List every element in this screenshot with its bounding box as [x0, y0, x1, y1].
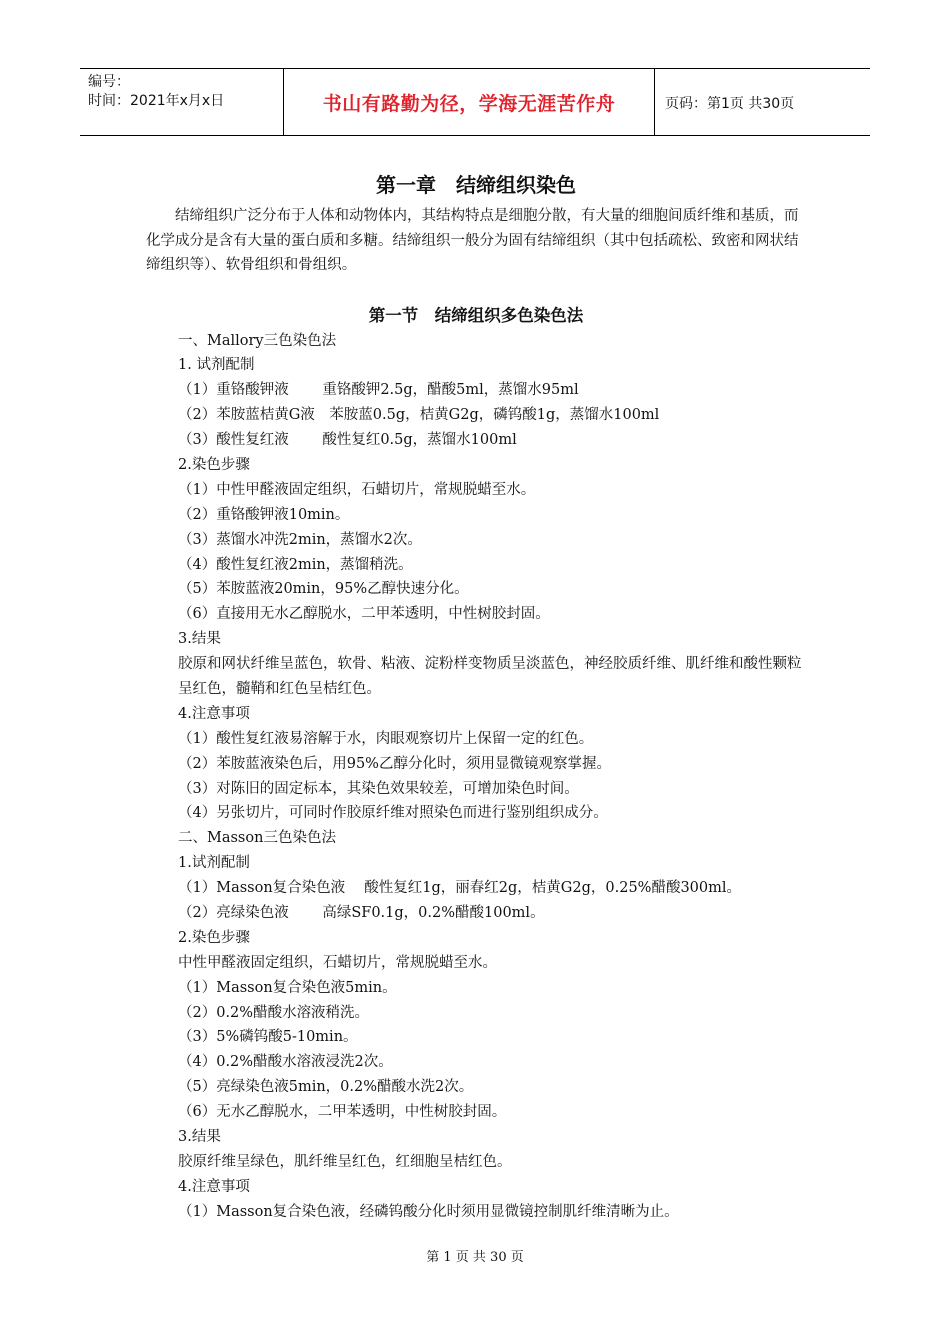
chapter-title: 第一章 结缔组织染色 [376, 173, 576, 197]
date-label: 时间：2021年x月x日 [88, 93, 225, 109]
text-line: 4.注意事项 [178, 705, 250, 722]
text-line: （2）0.2%醋酸水溶液稍洗。 [178, 1004, 370, 1021]
document-body [146, 170, 806, 1225]
text-line: （4）0.2%醋酸水溶液浸洗2次。 [178, 1054, 393, 1071]
text-line: 中性甲醛液固定组织，石蜡切片，常规脱蜡至水。 [178, 954, 497, 971]
text-line: （2）重铬酸钾液10min。 [178, 506, 350, 523]
text-line: 胶原纤维呈绿色，肌纤维呈红色，红细胞呈桔红色。 [178, 1153, 512, 1170]
text-line: （4）酸性复红液2min，蒸馏稍洗。 [178, 556, 413, 573]
header-meta [80, 69, 283, 136]
text-line: 2.染色步骤 [178, 929, 250, 946]
number-label: 编号： [88, 74, 130, 90]
text-line: （3）5%磷钨酸5-10min。 [178, 1029, 358, 1046]
text-line: （6）无水乙醇脱水，二甲苯透明，中性树胶封固。 [178, 1104, 507, 1121]
result-paragraph: 胶原和网状纤维呈蓝色，软骨、粘液、淀粉样变物质呈淡蓝色，神经胶质纤维、肌纤维和酸性颗粒呈红色，髓鞘和红色呈桔红色。 [178, 656, 802, 697]
page-footer: 第 1 页 共 30 页 [426, 1250, 524, 1265]
text-line: （5）亮绿染色液5min，0.2%醋酸水洗2次。 [178, 1079, 474, 1096]
text-line: 一、Mallory三色染色法 [178, 332, 337, 349]
header-page-info: 页码：第1页 共30页 [665, 95, 795, 112]
intro-paragraph: 结缔组织广泛分布于人体和动物体内，其结构特点是细胞分散，有大量的细胞间质纤维和基质，而化学成分是含有大量的蛋白质和多糖。结缔组织一般分为固有结缔组织（其中包括疏松、致密和网状结缔组织等）、软骨组织和骨组织。 [146, 208, 799, 273]
text-line: （1）Masson复合染色液 酸性复红1g，丽春红2g，桔黄G2g，0.25%醋酸300ml。 [178, 880, 742, 897]
text-line: 2.染色步骤 [178, 456, 250, 473]
text-line: 1.试剂配制 [178, 855, 250, 872]
text-line: （1）Masson复合染色液，经磷钨酸分化时须用显微镜控制肌纤维清晰为止。 [178, 1203, 679, 1220]
text-line: （6）直接用无水乙醇脱水，二甲苯透明，中性树胶封固。 [178, 606, 550, 623]
page-header [80, 68, 870, 136]
text-line: 1. 试剂配制 [178, 357, 255, 374]
section-title: 第一节 结缔组织多色染色法 [368, 305, 584, 325]
text-line: （1）Masson复合染色液5min。 [178, 979, 397, 996]
text-line: （3）酸性复红液 酸性复红0.5g，蒸馏水100ml [178, 432, 517, 449]
mallory-section [146, 329, 806, 702]
text-line: （1）酸性复红液易溶解于水，肉眼观察切片上保留一定的红色。 [178, 730, 594, 747]
text-line: 4.注意事项 [178, 1178, 250, 1195]
header-slogan: 书山有路勤为径，学海无涯苦作舟 [283, 69, 655, 136]
text-line: 3.结果 [178, 1129, 221, 1146]
text-line: （2）苯胺蓝桔黄G液 苯胺蓝0.5g，桔黄G2g，磷钨酸1g，蒸馏水100ml [178, 407, 660, 424]
text-line: （1）中性甲醛液固定组织，石蜡切片，常规脱蜡至水。 [178, 481, 536, 498]
text-line: （3）对陈旧的固定标本，其染色效果较差，可增加染色时间。 [178, 780, 579, 797]
text-line: （2）亮绿染色液 高绿SF0.1g，0.2%醋酸100ml。 [178, 905, 545, 922]
text-line: （2）苯胺蓝液染色后，用95%乙醇分化时，须用显微镜观察掌握。 [178, 755, 611, 772]
text-line: （4）另张切片，可同时作胶原纤维对照染色而进行鉴别组织成分。 [178, 805, 608, 822]
text-line: 二、Masson三色染色法 [178, 830, 336, 847]
text-line: （1）重铬酸钾液 重铬酸钾2.5g，醋酸5ml，蒸馏水95ml [178, 382, 579, 399]
text-line: （5）苯胺蓝液20min，95%乙醇快速分化。 [178, 581, 469, 598]
text-line: 3.结果 [178, 631, 221, 648]
masson-section [146, 702, 806, 1225]
text-line: （3）蒸馏水冲洗2min，蒸馏水2次。 [178, 531, 422, 548]
